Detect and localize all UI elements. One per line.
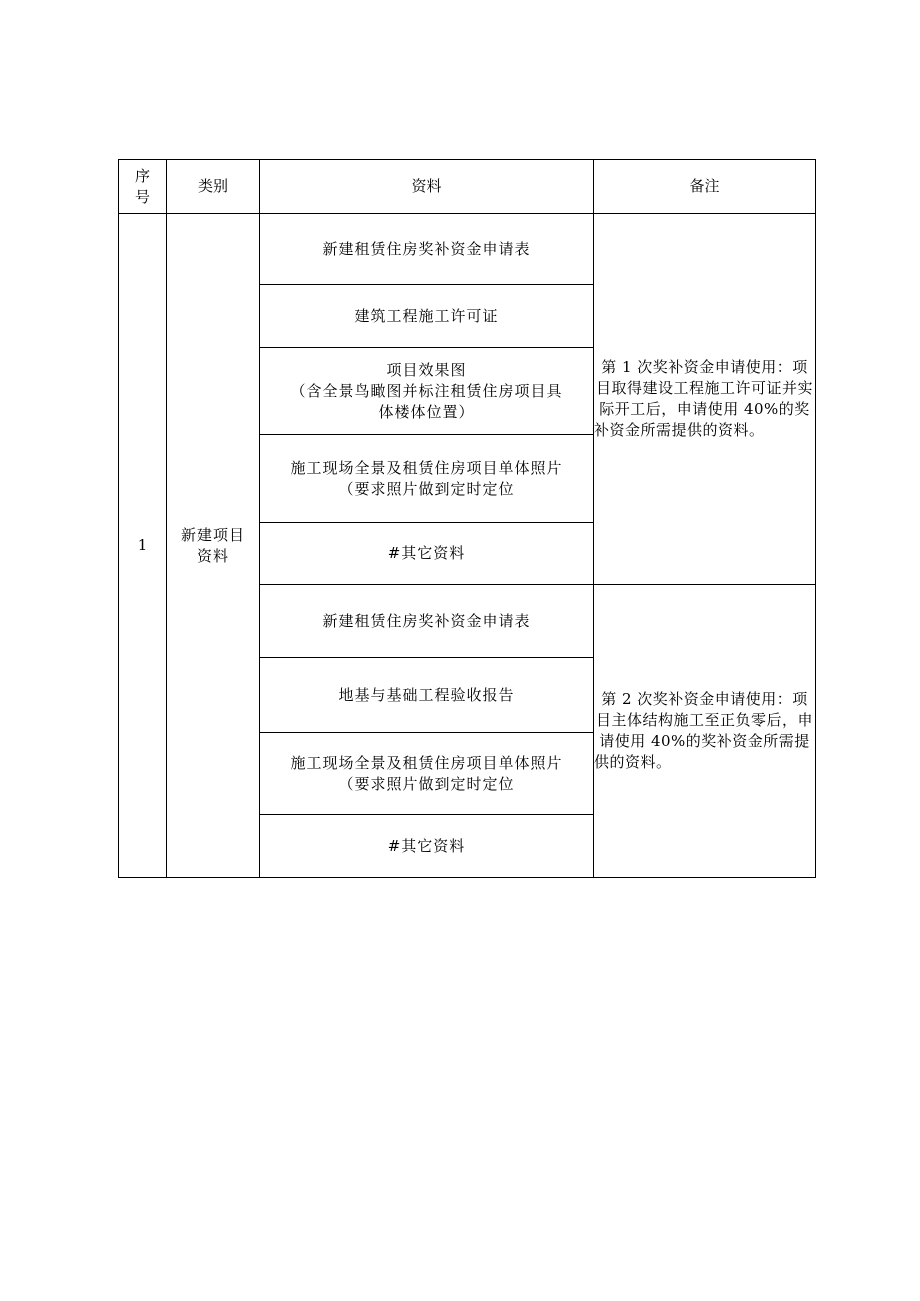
- table-row: [119, 214, 816, 285]
- header-seq: 序号: [119, 160, 167, 214]
- remark-group-2: 第 2 次奖补资金申请使用：项目主体结构施工至正负零后，申请使用 40%的奖补资金所需提供的资料。: [594, 585, 816, 878]
- material-item: 施工现场全景及租赁住房项目单体照片 （要求照片做到定时定位: [260, 435, 594, 523]
- material-item: #其它资料: [260, 815, 594, 878]
- material-item: 新建租赁住房奖补资金申请表: [260, 585, 594, 658]
- header-remark: 备注: [594, 160, 816, 214]
- header-row: [119, 160, 816, 214]
- header-material: 资料: [260, 160, 594, 214]
- material-item: 项目效果图 （含全景鸟瞰图并标注租赁住房项目具 体楼体位置）: [260, 348, 594, 435]
- row-seq: 1: [119, 214, 167, 878]
- material-item: 建筑工程施工许可证: [260, 285, 594, 348]
- materials-table: [118, 159, 816, 878]
- category-line: 新建项目: [180, 525, 245, 544]
- remark-group-1: 第 1 次奖补资金申请使用：项目取得建设工程施工许可证并实际开工后，申请使用 40%的奖补资金所需提供的资料。: [594, 214, 816, 585]
- category-line: 资料: [196, 546, 229, 565]
- row-category: [167, 214, 260, 878]
- material-item: 地基与基础工程验收报告: [260, 658, 594, 733]
- material-item: 新建租赁住房奖补资金申请表: [260, 214, 594, 285]
- material-item: #其它资料: [260, 523, 594, 585]
- header-category: 类别: [167, 160, 260, 214]
- material-item: 施工现场全景及租赁住房项目单体照片 （要求照片做到定时定位: [260, 733, 594, 815]
